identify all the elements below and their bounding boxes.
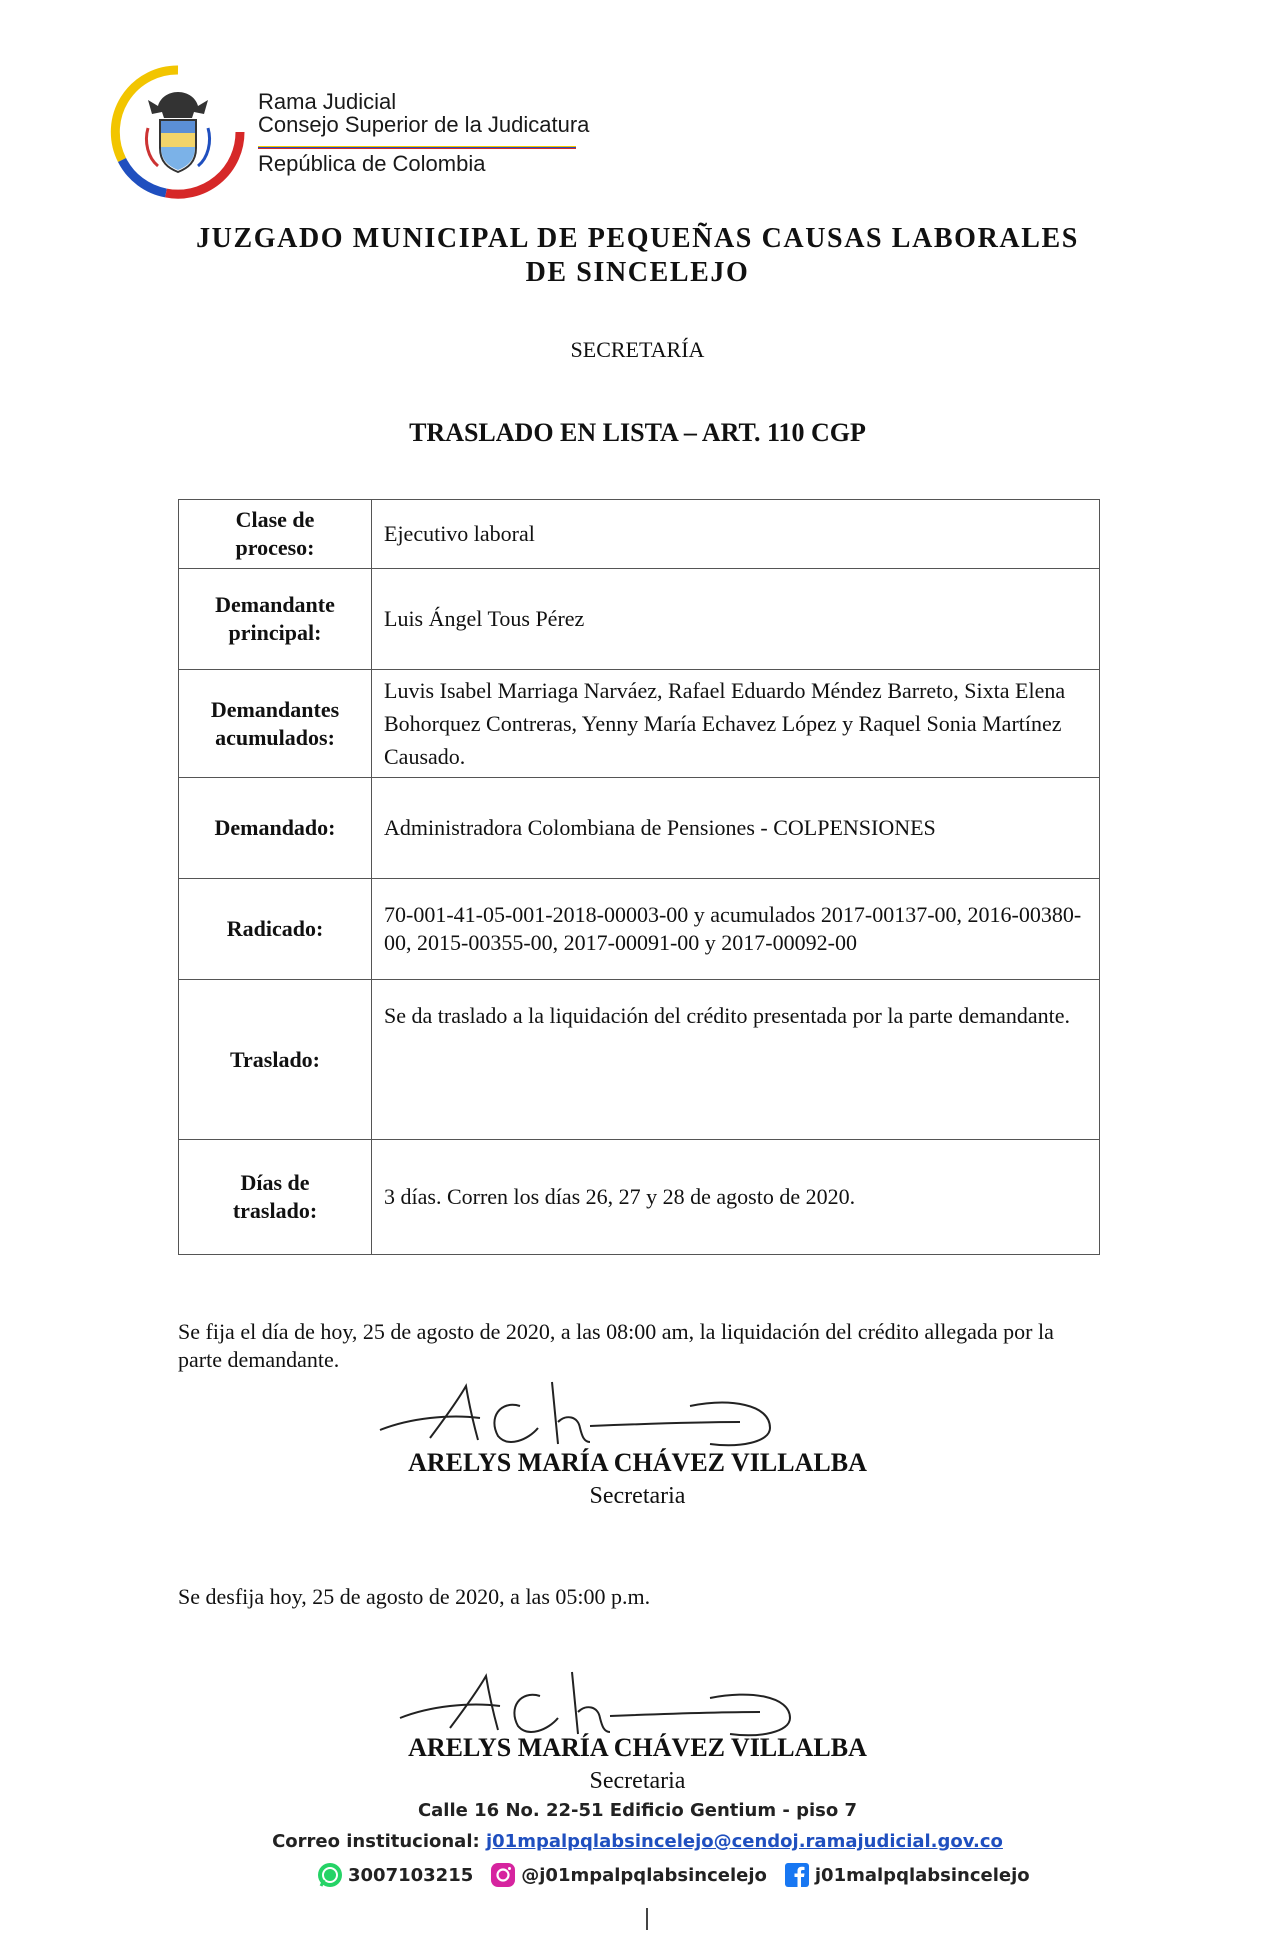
- section-heading: SECRETARÍA: [570, 337, 705, 362]
- footer-address: Calle 16 No. 22-51 Edificio Gentium - piso 7: [417, 1800, 858, 1821]
- signer-name-2: ARELYS MARÍA CHÁVEZ VILLALBA: [408, 1733, 867, 1762]
- instagram-icon: [489, 1861, 517, 1889]
- instagram-handle: @j01mpalpqlabsincelejo: [521, 1864, 767, 1886]
- table-row: [179, 879, 1100, 980]
- organization-block: [258, 89, 590, 176]
- table-row: [179, 670, 1100, 778]
- facebook-handle: j01malpqlabsincelejo: [814, 1864, 1030, 1886]
- rama-judicial-logo: [108, 62, 248, 202]
- email-label: Correo institucional:: [272, 1831, 486, 1852]
- table-row: [179, 778, 1100, 879]
- row-label: Demandantes acumulados:: [179, 670, 372, 778]
- footer-email-line: [0, 1831, 1275, 1852]
- page-marker: [646, 1908, 648, 1930]
- row-value: 70-001-41-05-001-2018-00003-00 y acumulados 2017-00137-00, 2016-00380-00, 2015-00355-00, 2017-00091-00 y 2017-00092-00: [372, 879, 1100, 980]
- row-value: 3 días. Corren los días 26, 27 y 28 de agosto de 2020.: [372, 1140, 1100, 1255]
- row-label: Radicado:: [179, 879, 372, 980]
- email-link[interactable]: j01mpalpqlabsincelejo@cendoj.ramajudicial.gov.co: [485, 1831, 1003, 1852]
- facebook-contact[interactable]: [783, 1861, 1030, 1889]
- row-value: Luvis Isabel Marriaga Narváez, Rafael Eduardo Méndez Barreto, Sixta Elena Bohorquez Contreras, Yenny María Echavez López y Raquel Sonia Martínez Causado.: [372, 670, 1100, 778]
- org-council: Consejo Superior de la Judicatura: [258, 112, 590, 137]
- social-contacts: [316, 1861, 1046, 1889]
- row-label: Demandante principal:: [179, 569, 372, 670]
- table-row: [179, 500, 1100, 569]
- court-title-line2: DE SINCELEJO: [525, 257, 750, 288]
- table-row: [179, 980, 1100, 1140]
- table-row: [179, 1140, 1100, 1255]
- court-title: [140, 222, 1135, 290]
- facebook-icon: [783, 1861, 811, 1889]
- desfija-paragraph: Se desfija hoy, 25 de agosto de 2020, a las 05:00 p.m.: [178, 1584, 651, 1609]
- coat-of-arms-icon: [146, 92, 209, 172]
- signer-role-1: Secretaria: [589, 1483, 686, 1509]
- table-row: [179, 569, 1100, 670]
- court-title-line1: JUZGADO MUNICIPAL DE PEQUEÑAS CAUSAS LABORALES: [196, 223, 1079, 254]
- row-value: Administradora Colombiana de Pensiones - COLPENSIONES: [372, 778, 1100, 879]
- instagram-contact[interactable]: [489, 1861, 767, 1889]
- process-info-table: [178, 499, 1100, 1255]
- phone-number: 3007103215: [348, 1864, 474, 1886]
- whatsapp-contact[interactable]: [316, 1861, 473, 1889]
- org-country: República de Colombia: [258, 151, 486, 176]
- row-value: Ejecutivo laboral: [372, 500, 1100, 569]
- row-label: Clase de proceso:: [179, 500, 372, 569]
- flag-stripe: [258, 146, 576, 149]
- org-name: Rama Judicial: [258, 89, 397, 114]
- row-label: Días de traslado:: [179, 1140, 372, 1255]
- fija-paragraph: Se fija el día de hoy, 25 de agosto de 2020, a las 08:00 am, la liquidación del crédito allegada por la parte demandante.: [178, 1319, 1054, 1372]
- whatsapp-icon: [316, 1861, 344, 1889]
- signer-role-2: Secretaria: [589, 1768, 686, 1794]
- signer-name-1: ARELYS MARÍA CHÁVEZ VILLALBA: [408, 1448, 867, 1477]
- row-label: Demandado:: [179, 778, 372, 879]
- row-value: Luis Ángel Tous Pérez: [372, 569, 1100, 670]
- row-value: Se da traslado a la liquidación del crédito presentada por la parte demandante.: [372, 980, 1100, 1140]
- row-label: Traslado:: [179, 980, 372, 1140]
- document-title: TRASLADO EN LISTA – ART. 110 CGP: [409, 418, 866, 447]
